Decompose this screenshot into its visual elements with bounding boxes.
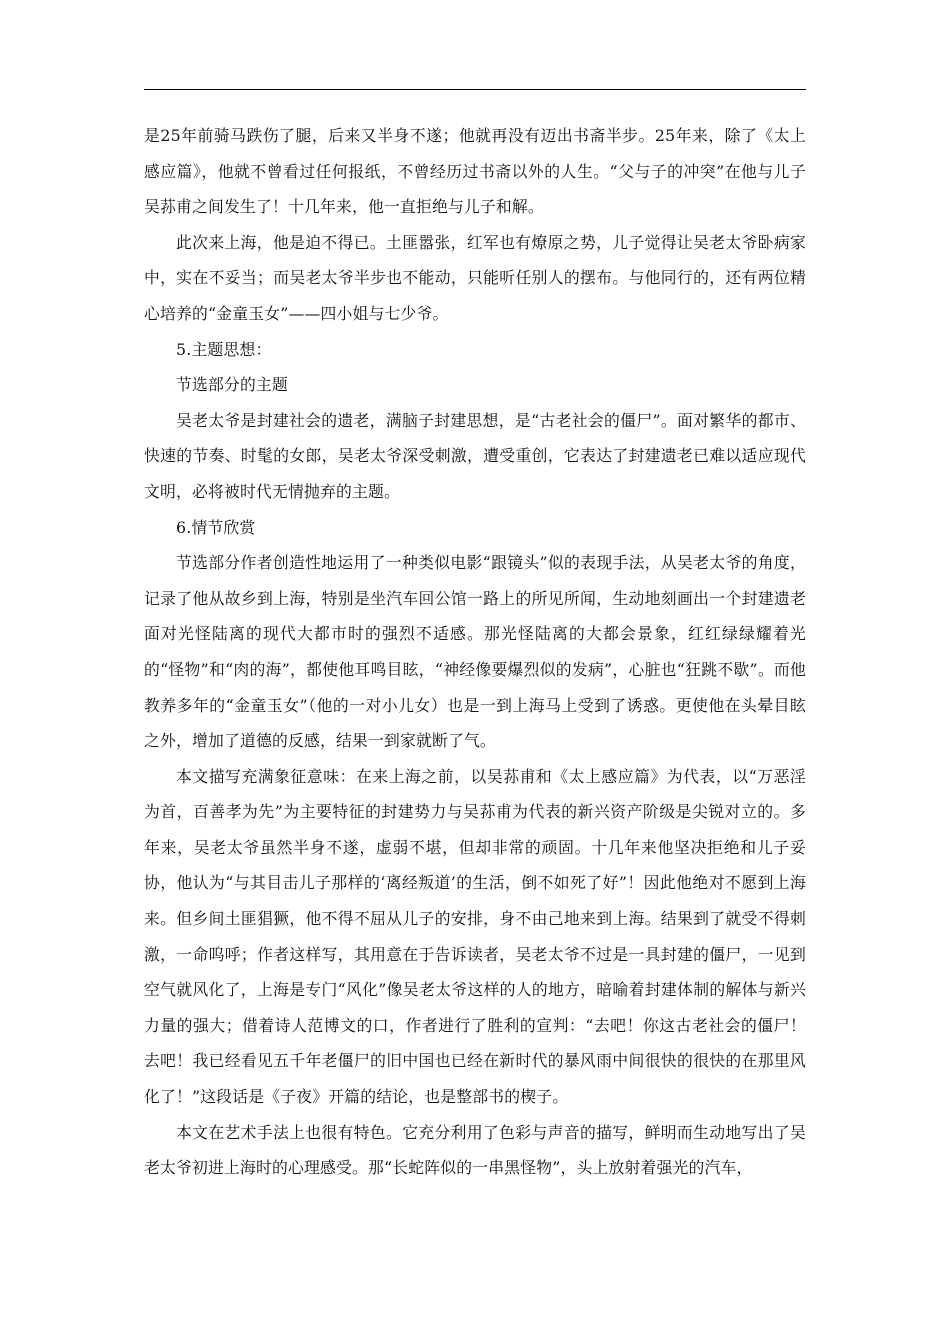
section-heading-theme: 5.主题思想： — [176, 339, 272, 359]
document-body — [144, 118, 806, 1186]
paragraph-continuation: 是25年前骑马跌伤了腿，后来又半身不遂；他就再没有迈出书斋半步。25年来，除了《太上感应篇》，他就不曾看过任何报纸，不曾经历过书斋以外的人生。“父与子的冲突”在他与儿子吴荪甫之间发生了！十几年来，他一直拒绝与儿子和解。 — [144, 126, 806, 217]
paragraph-shanghai-arrival: 此次来上海，他是迫不得已。土匪嚣张，红军也有燎原之势，儿子觉得让吴老太爷卧病家中，实在不妥当；而吴老太爷半步也不能动，只能听任别人的摆布。与他同行的，还有两位精心培养的“金童玉女”——四小姐与七少爷。 — [144, 232, 806, 323]
paragraph-symbolism: 本文描写充满象征意味：在来上海之前，以吴荪甫和《太上感应篇》为代表，以“万恶淫为首，百善孝为先”为主要特征的封建势力与吴荪甫为代表的新兴资产阶级是尖锐对立的。多年来，吴老太爷虽然半身不遂，虚弱不堪，但却非常的顽固。十几年来他坚决拒绝和儿子妥协，他认为“与其目击儿子那样的‘离经叛道’的生活，倒不如死了好”！因此他绝对不愿到上海来。但乡间土匪猖獗，他不得不屈从儿子的安排，身不由己地来到上海。结果到了就受不得刺激，一命呜呼；作者这样写，其用意在于告诉读者，吴老太爷不过是一具封建的僵尸，一见到空气就风化了，上海是专门“风化”像吴老太爷这样的人的地方，暗喻着封建体制的解体与新兴力量的强大；借着诗人范博文的口，作者进行了胜利的宣判：“去吧！你这古老社会的僵尸！去吧！我已经看见五千年老僵尸的旧中国也已经在新时代的暴风雨中间很快的很快的在那里风化了！”这段话是《子夜》开篇的结论，也是整部书的楔子。 — [144, 766, 806, 1107]
subheading-excerpt-theme: 节选部分的主题 — [176, 375, 288, 395]
paragraph-theme: 吴老太爷是封建社会的遗老，满脑子封建思想，是“古老社会的僵尸”。面对繁华的都市、快速的节奏、时髦的女郎，吴老太爷深受刺激，遭受重创，它表达了封建遗老已难以适应现代文明，必将被时代无情抛弃的主题。 — [144, 410, 806, 501]
paragraph-plot: 节选部分作者创造性地运用了一种类似电影“跟镜头”似的表现手法，从吴老太爷的角度，记录了他从故乡到上海，特别是坐汽车回公馆一路上的所见所闻，生动地刻画出一个封建遗老面对光怪陆离的现代大都市时的强烈不适感。那光怪陆离的大都会景象，红红绿绿耀着光的“怪物”和“肉的海”，都使他耳鸣目眩，“神经像要爆烈似的发病”，心脏也“狂跳不歇”。而他教养多年的“金童玉女”（他的一对小儿女）也是一到上海马上受到了诱惑。更使他在头晕目眩之外，增加了道德的反感，结果一到家就断了气。 — [144, 553, 806, 751]
header-rule — [144, 89, 806, 90]
section-heading-plot: 6.情节欣赏 — [176, 517, 256, 537]
paragraph-artistic-technique: 本文在艺术手法上也很有特色。它充分利用了色彩与声音的描写，鲜明而生动地写出了吴老太爷初进上海时的心理感受。那“长蛇阵似的一串黑怪物”，头上放射着强光的汽车， — [144, 1122, 806, 1178]
